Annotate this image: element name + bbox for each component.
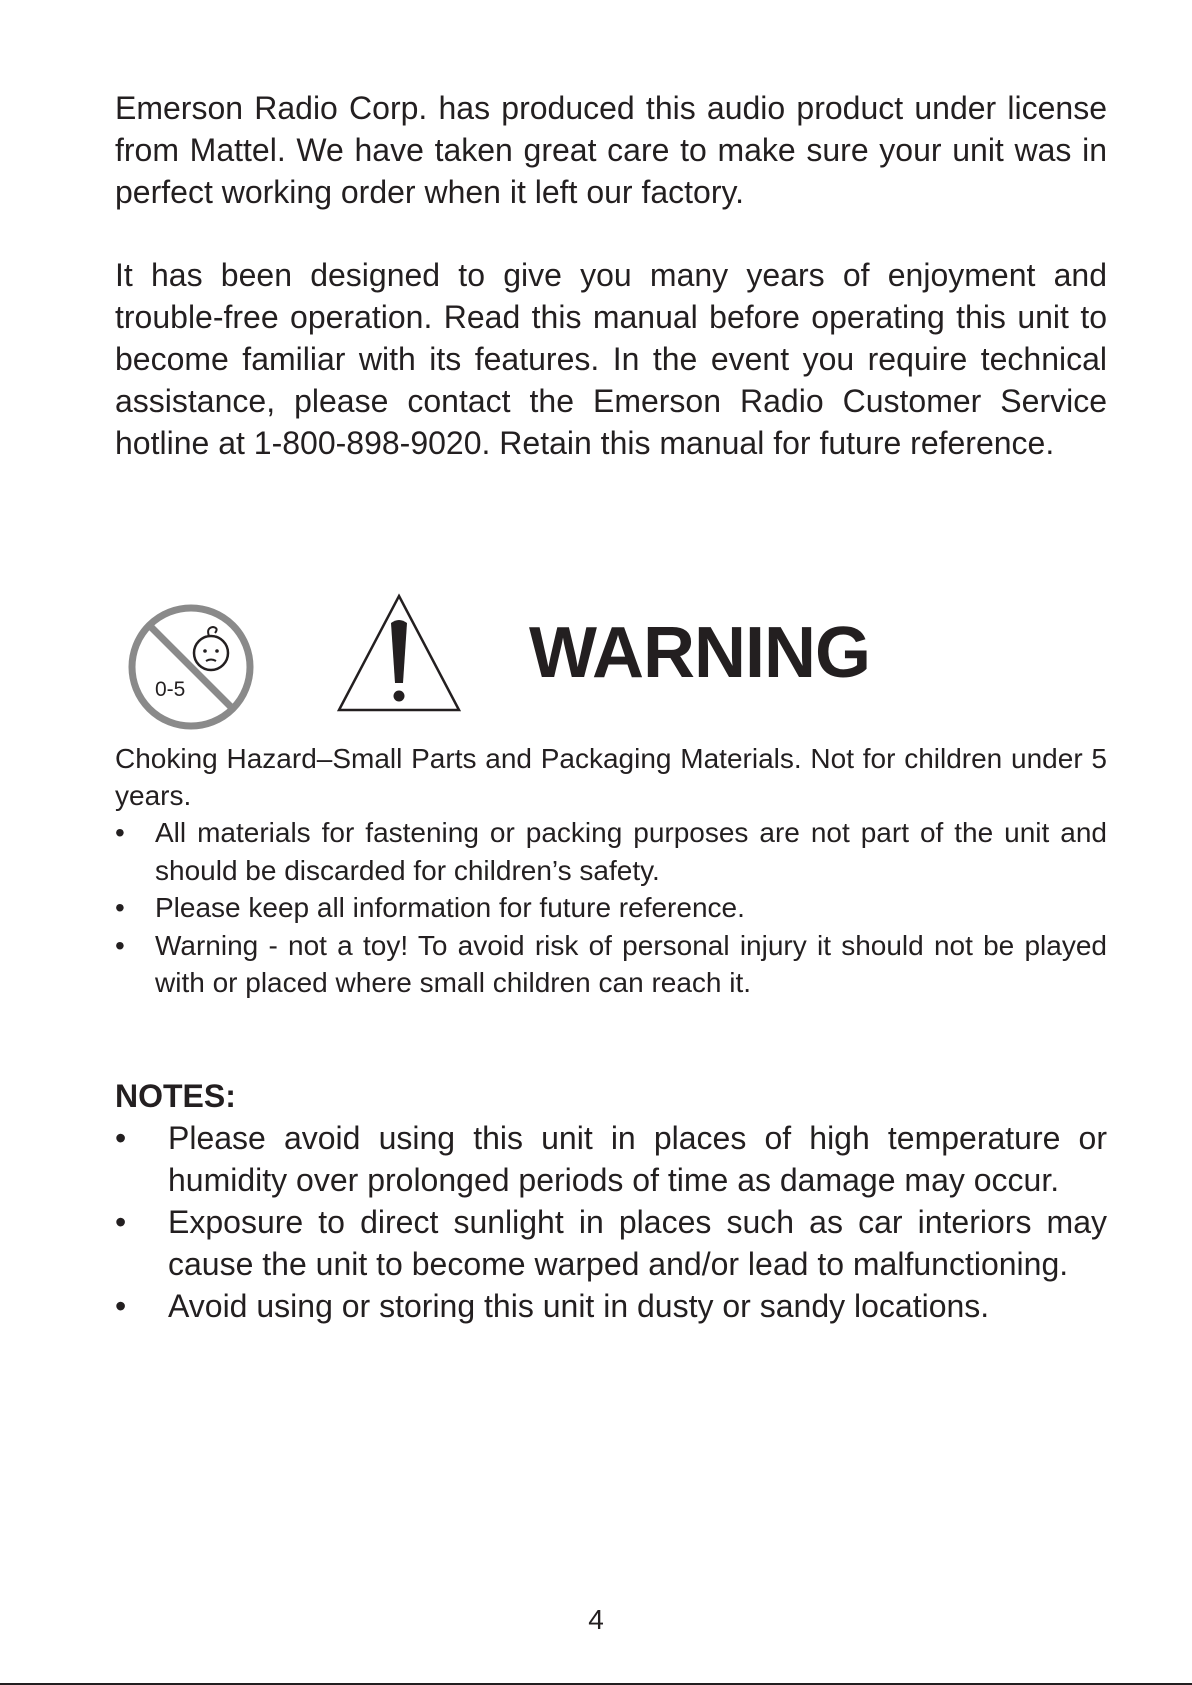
list-item-text: Please avoid using this unit in places of high temperature or humidity over prolonged periods of time as damage may occur. [168,1120,1107,1198]
list-item [115,1201,1107,1285]
notes-bullet-list [115,1117,1107,1327]
list-item [115,1117,1107,1201]
bullet-icon: • [115,1204,127,1240]
no-children-under-5-icon [125,601,257,733]
list-item-text: Avoid using or storing this unit in dusty or sandy locations. [168,1288,990,1324]
list-item [115,1285,1107,1327]
warning-title: WARNING [529,613,870,693]
notes-heading: NOTES: [115,1078,236,1114]
choking-hazard-text: Choking Hazard–Small Parts and Packaging Materials. Not for children under 5 years. [115,743,1107,811]
bullet-icon: • [115,892,125,923]
warning-bullet-list [115,814,1107,1002]
warning-triangle-icon [335,593,463,713]
list-item [115,814,1107,889]
bullet-icon: • [115,817,125,848]
list-item-text: Exposure to direct sunlight in places such as car interiors may cause the unit to become warped and/or lead to malfunctioning. [168,1204,1107,1282]
page-number: 4 [588,1604,604,1635]
list-item [115,927,1107,1002]
list-item-text: Warning - not a toy! To avoid risk of personal injury it should not be played with or placed where small children can reach it. [155,929,1107,998]
intro-paragraph-1: Emerson Radio Corp. has produced this audio product under license from Mattel. We have taken great care to make sure your unit was in perfect working order when it left our factory. [115,90,1107,210]
list-item-text: All materials for fastening or packing purposes are not part of the unit and should be discarded for children’s safety. [155,817,1107,886]
list-item [115,889,1107,927]
bullet-icon: • [115,1120,127,1156]
age-range-label: 0-5 [155,678,186,701]
warning-header [115,593,1107,733]
list-item-text: Please keep all information for future reference. [155,892,745,923]
bullet-icon: • [115,1288,127,1324]
intro-paragraph-2: It has been designed to give you many years of enjoyment and trouble-free operation. Read this manual before operating this unit to become familiar with its features. In the event you require technical assistance, please contact the Emerson Radio Customer Service hotline at 1-800-898-9020. Retain this manual for future reference. [115,257,1107,461]
bullet-icon: • [115,929,125,961]
